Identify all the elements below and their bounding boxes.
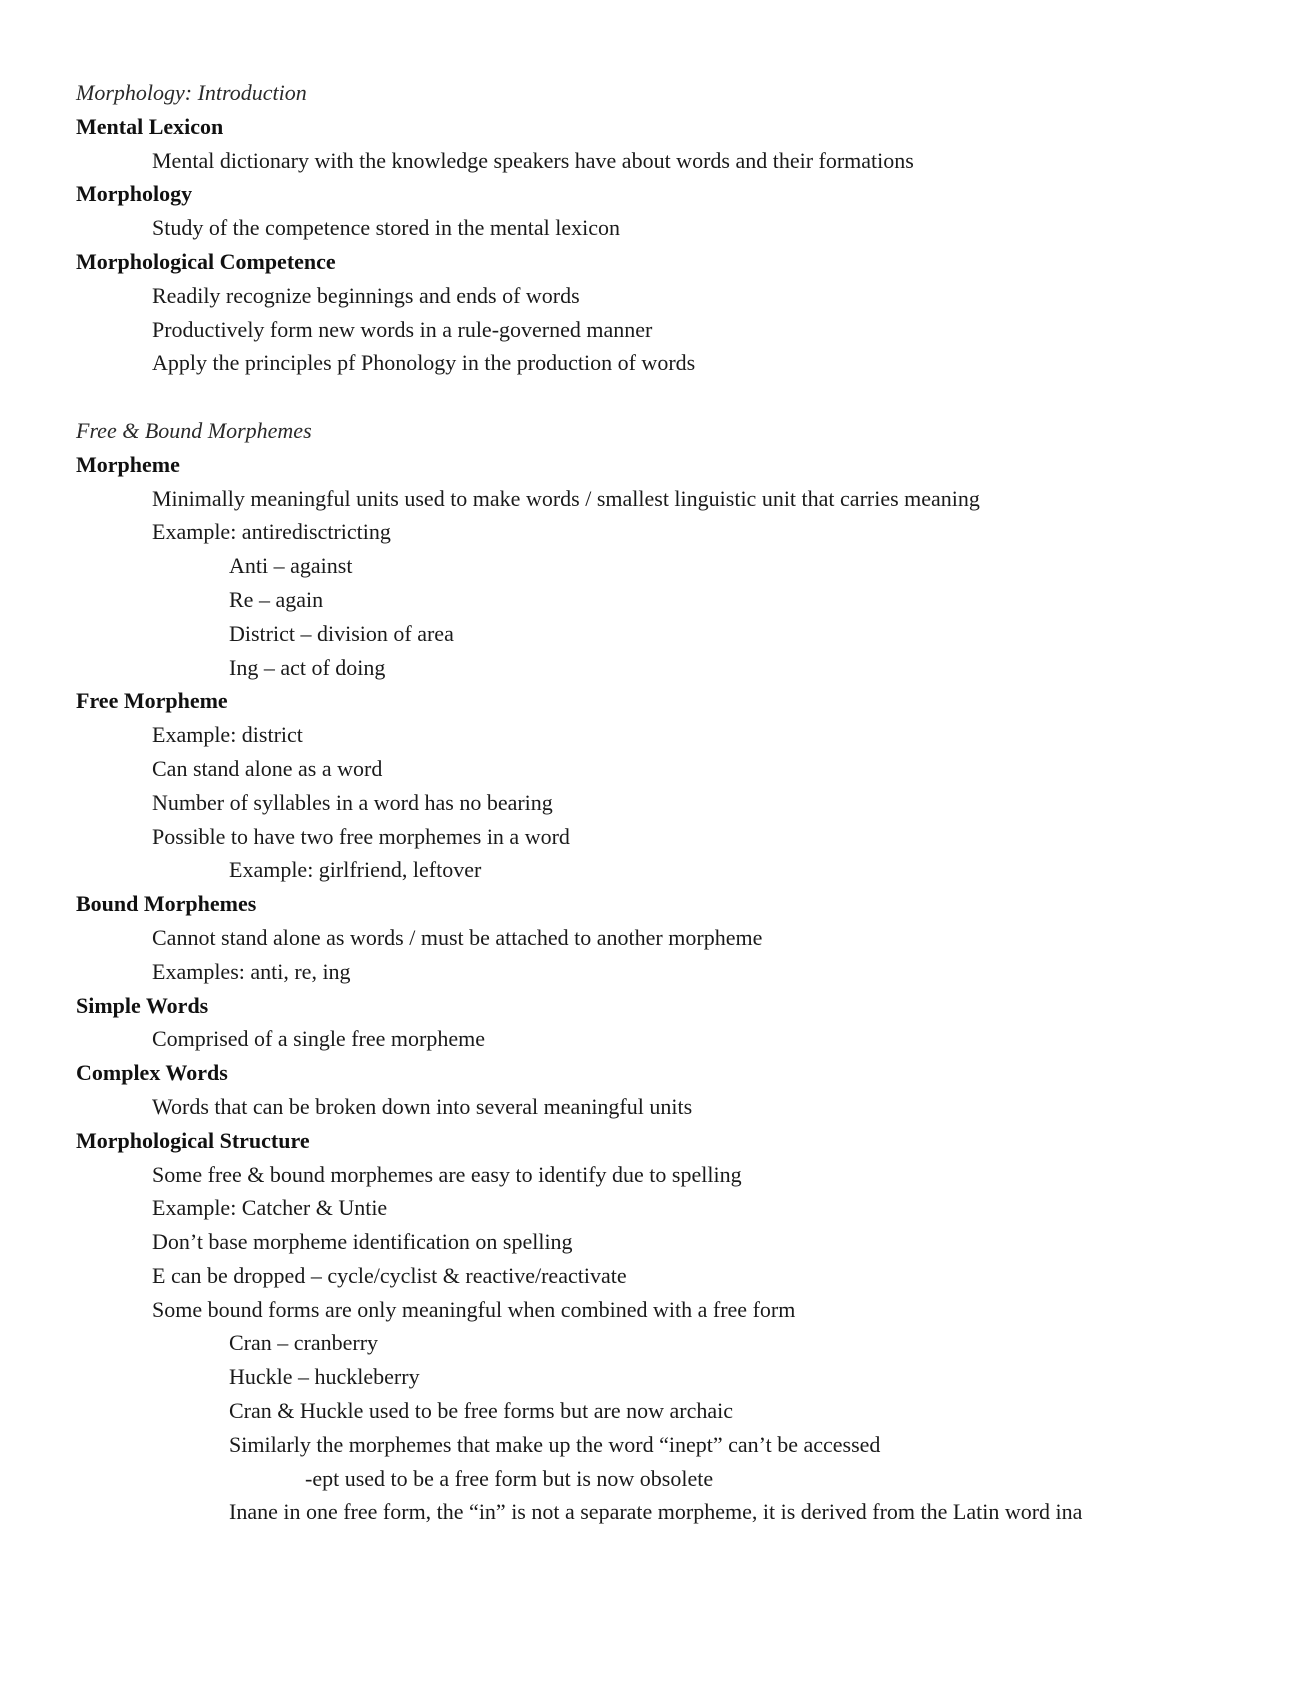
note-subline: Similarly the morphemes that make up the word “inept” can’t be accessed (229, 1431, 881, 1457)
note-line: Can stand alone as a word (152, 755, 383, 781)
note-line: Words that can be broken down into several meaningful units (152, 1093, 693, 1119)
note-line: Example: district (152, 722, 303, 748)
term-heading: Bound Morphemes (76, 891, 257, 917)
term-heading: Morphological Competence (76, 248, 336, 274)
note-subline: District – division of area (229, 620, 454, 646)
note-line: Some free & bound morphemes are easy to identify due to spelling (152, 1161, 742, 1187)
note-subline: Re – again (229, 586, 324, 612)
term-heading: Morphological Structure (76, 1127, 310, 1153)
section-spacer (76, 380, 1276, 414)
note-line: Study of the competence stored in the mental lexicon (152, 215, 620, 241)
note-line: Comprised of a single free morpheme (152, 1026, 485, 1052)
note-subline: Anti – against (229, 553, 353, 579)
note-line: Cannot stand alone as words / must be attached to another morpheme (152, 924, 763, 950)
note-subline: Cran – cranberry (229, 1330, 379, 1356)
section-title: Free & Bound Morphemes (76, 417, 312, 443)
note-line: Example: Catcher & Untie (152, 1195, 388, 1221)
note-subline: Cran & Huckle used to be free forms but are now archaic (229, 1398, 733, 1424)
note-subline: Inane in one free form, the “in” is not a separate morpheme, it is derived from the Latin word ina (229, 1499, 1083, 1525)
note-subsubline: -ept used to be a free form but is now obsolete (305, 1465, 714, 1491)
term-heading: Morphology (76, 181, 193, 207)
note-line: Example: antiredisctricting (152, 519, 391, 545)
note-subline: Ing – act of doing (229, 654, 386, 680)
note-line: Number of syllables in a word has no bearing (152, 789, 553, 815)
term-heading: Morpheme (76, 451, 180, 477)
note-line: Don’t base morpheme identification on spelling (152, 1229, 573, 1255)
note-subline: Huckle – huckleberry (229, 1364, 420, 1390)
note-line: Minimally meaningful units used to make words / smallest linguistic unit that carries meaning (152, 485, 980, 511)
note-subline: Example: girlfriend, leftover (229, 857, 482, 883)
note-line: E can be dropped – cycle/cyclist & reactive/reactivate (152, 1262, 627, 1288)
note-line: Productively form new words in a rule-governed manner (152, 316, 653, 342)
section-title: Morphology: Introduction (76, 80, 307, 105)
notes-content (76, 76, 1276, 1529)
term-heading: Simple Words (76, 992, 209, 1018)
note-line: Readily recognize beginnings and ends of words (152, 282, 580, 308)
note-line: Possible to have two free morphemes in a word (152, 823, 570, 849)
term-heading: Complex Words (76, 1060, 228, 1086)
term-heading: Mental Lexicon (76, 113, 224, 139)
note-line: Apply the principles pf Phonology in the production of words (152, 350, 696, 376)
note-line: Examples: anti, re, ing (152, 958, 351, 984)
note-line: Mental dictionary with the knowledge speakers have about words and their formations (152, 147, 914, 173)
term-heading: Free Morpheme (76, 688, 228, 714)
note-line: Some bound forms are only meaningful when combined with a free form (152, 1296, 796, 1322)
